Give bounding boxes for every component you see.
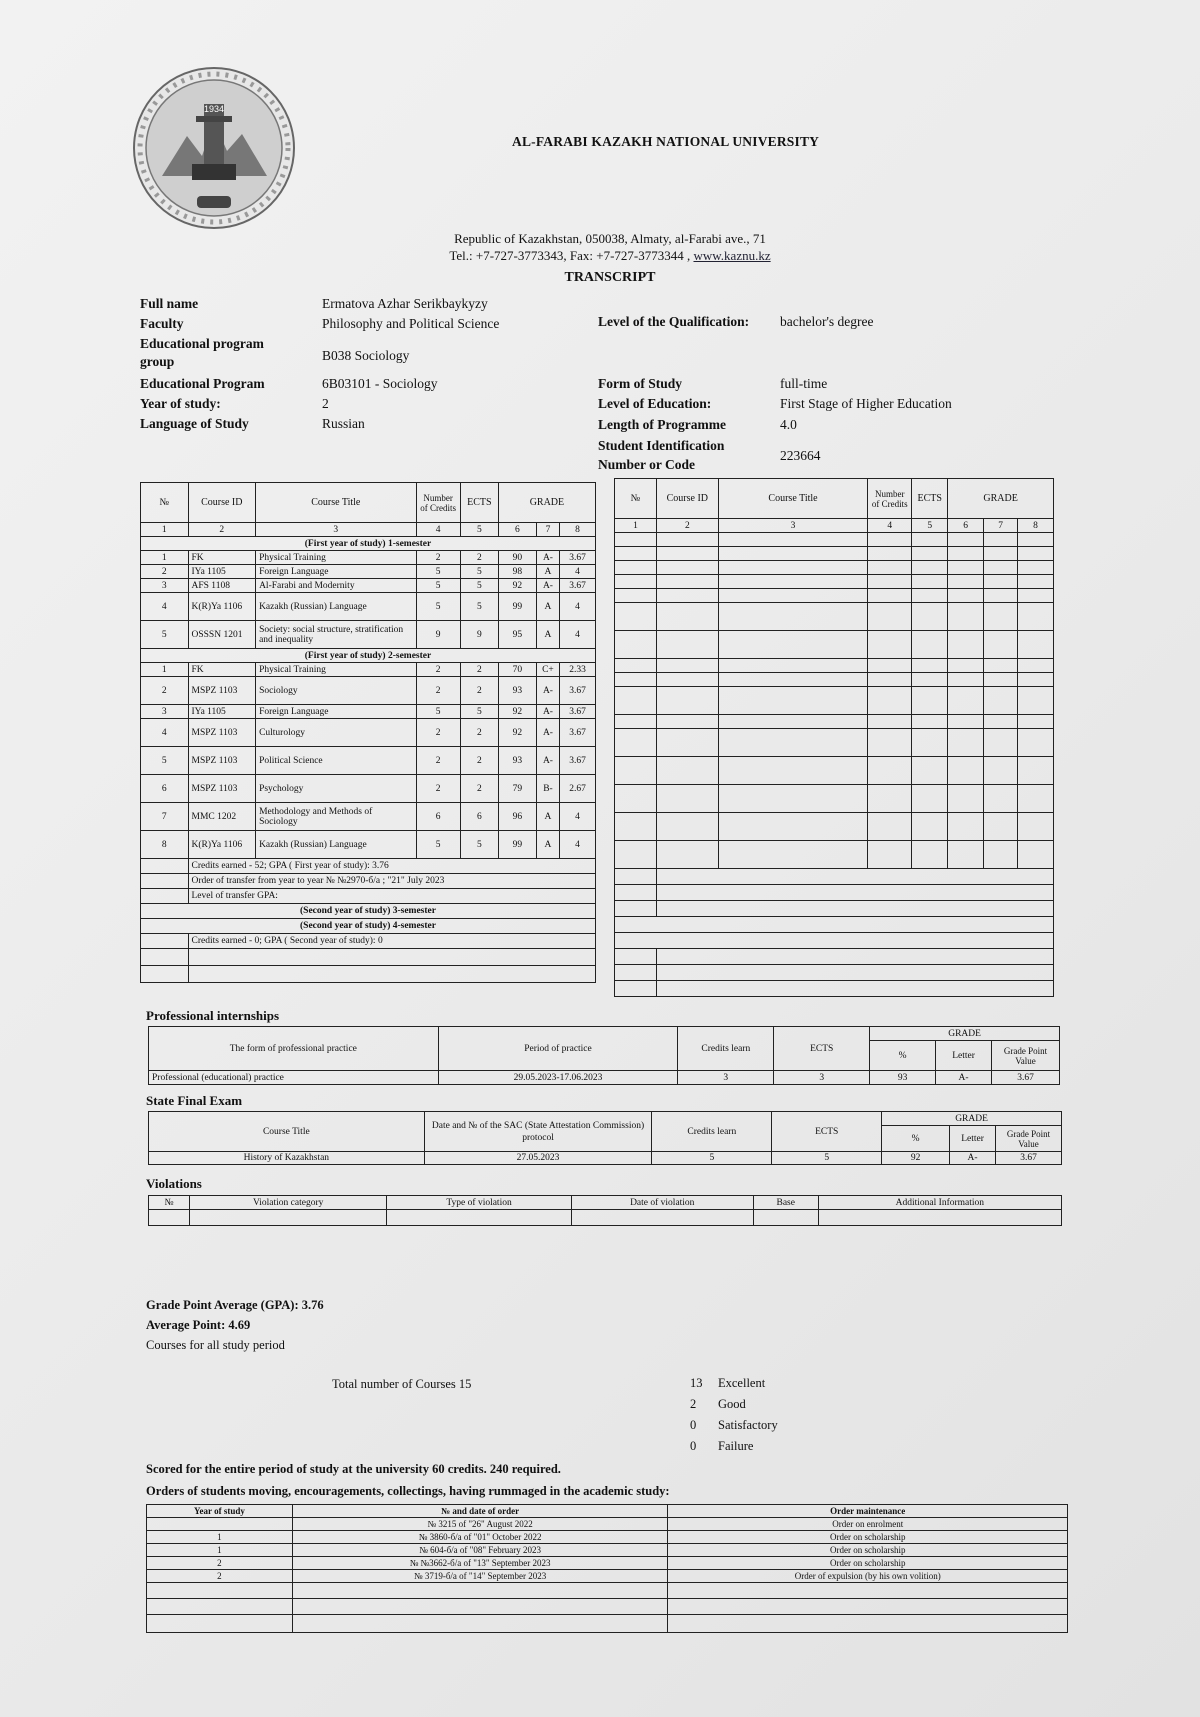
university-address: Republic of Kazakhstan, 050038, Almaty, al-Farabi ave., 71 Tel.: +7-727-3773343, Fax: +7-727-3773344 , www.kaznu.kz [449,231,771,263]
course-id: IYa 1105 [188,705,256,719]
grade-percent: 92 [498,705,536,719]
form-of-study: full-time [780,376,828,391]
orders-table: Year of study № and date of order Order maintenance № 3215 of "26" August 2022 Order on enrolment 1 № 3860-б/а of "01" October 2022 Order on scholarship 1 № 604-б/а of "08" February 2023 Order on scholarship 2 № №3662-б/а of "13" September 2023 Order on scholarship 2 № 3719-б/а of "14" September 2023 Order of expulsion (by his own volition) [146,1504,1068,1633]
course-id: IYa 1105 [188,565,256,579]
svg-text:1934: 1934 [203,104,225,114]
university-name: AL-FARABI KAZAKH NATIONAL UNIVERSITY [512,134,820,149]
courses-all-period: Courses for all study period [146,1338,285,1352]
document-title: TRANSCRIPT [564,270,656,285]
course-id: MSPZ 1103 [188,677,256,705]
course-row [141,831,596,859]
course-ects: 5 [460,831,498,859]
course-title: Foreign Language [256,565,416,579]
course-ects: 5 [460,565,498,579]
grade-letter: A- [536,705,559,719]
course-no: 1 [141,663,189,677]
course-no: 7 [141,803,189,831]
grade-point: 3.67 [560,719,596,747]
course-no: 4 [141,719,189,747]
grade-percent: 98 [498,565,536,579]
empty-course-row [615,813,1054,841]
course-table-left [140,482,596,983]
empty-course-row [615,659,1054,673]
order-type: Order on scholarship [668,1531,1068,1544]
year-of-study: 2 [322,396,329,411]
transfer-gpa: Level of transfer GPA: [188,889,596,904]
course-title: Society: social structure, stratification and inequality [256,621,416,649]
order-year: 2 [147,1557,293,1570]
order-num: № 3719-б/а of "14" September 2023 [292,1570,668,1583]
course-no: 6 [141,775,189,803]
qualification: bachelor's degree [780,314,874,329]
empty-course-row [615,841,1054,869]
course-id: AFS 1108 [188,579,256,593]
course-row [141,705,596,719]
course-row [141,551,596,565]
course-no: 5 [141,747,189,775]
course-no: 3 [141,579,189,593]
course-credits: 5 [416,705,460,719]
grade-point: 2.67 [560,775,596,803]
course-table-right: № Course ID Course Title Number of Credits ECTS GRADE 1 2 3 4 5 6 7 8 [614,478,1054,997]
credits-scored: Scored for the entire period of study at the university 60 credits. 240 required. [146,1462,561,1476]
col-ects-header: ECTS [460,483,498,523]
course-ects: 5 [460,705,498,719]
grade-point: 4 [560,621,596,649]
course-id: K(R)Ya 1106 [188,831,256,859]
course-id: MMC 1202 [188,803,256,831]
grade-percent: 96 [498,803,536,831]
course-title: Physical Training [256,663,416,677]
order-year: 1 [147,1544,293,1557]
order-num: № 3215 of "26" August 2022 [292,1518,668,1531]
grade-percent: 99 [498,831,536,859]
course-no: 5 [141,621,189,649]
course-credits: 5 [416,565,460,579]
order-type: Order on enrolment [668,1518,1068,1531]
col-course-title-header: Course Title [256,483,416,523]
grade-point: 4 [560,831,596,859]
grade-percent: 79 [498,775,536,803]
order-row [147,1531,1068,1544]
gpa-total: Grade Point Average (GPA): 3.76 [146,1298,324,1312]
order-row [147,1557,1068,1570]
grade-percent: 70 [498,663,536,677]
grade-letter: A [536,621,559,649]
grade-point: 4 [560,593,596,621]
col-no-header: № [141,483,189,523]
course-row [141,593,596,621]
course-credits: 2 [416,747,460,775]
order-type: Order on scholarship [668,1544,1068,1557]
grade-letter: A- [536,677,559,705]
semester-heading: (First year of study) 1-semester [141,537,596,551]
course-ects: 9 [460,621,498,649]
course-no: 8 [141,831,189,859]
grade-point: 2.33 [560,663,596,677]
course-id: MSPZ 1103 [188,775,256,803]
grade-percent: 93 [498,677,536,705]
student-id: 223664 [780,448,821,463]
credits-summary-year2: Credits earned - 0; GPA ( Second year of study): 0 [188,934,596,949]
course-row [141,803,596,831]
empty-course-row [615,575,1054,589]
grade-letter: C+ [536,663,559,677]
course-title: Culturology [256,719,416,747]
course-credits: 5 [416,831,460,859]
course-row [141,663,596,677]
grade-percent: 90 [498,551,536,565]
course-title: Kazakh (Russian) Language [256,831,416,859]
course-ects: 2 [460,719,498,747]
course-title: Political Science [256,747,416,775]
order-type: Order of expulsion (by his own volition) [668,1570,1068,1583]
grade-letter: A- [536,747,559,775]
semester-heading: (First year of study) 2-semester [141,649,596,663]
course-row [141,747,596,775]
edu-program: 6B03101 - Sociology [322,376,438,391]
course-ects: 6 [460,803,498,831]
course-credits: 2 [416,551,460,565]
course-credits: 5 [416,579,460,593]
course-ects: 2 [460,663,498,677]
transcript-page: 1934 AL-FARABI KAZAKH NATIONAL UNIVERSITY Republic of Kazakhstan, 050038, Almaty, al-Farabi ave., 71 Tel.: +7-727-3773343, Fax: +7-727-3773344 , www.kaznu.kz TRANSCRIPT Full name Ermatova Azhar Serikbaykyzy Faculty Philosophy and Political Science Educational program group B038 Sociology Educational Program 6B03101 - Sociology Year of study: 2 Language of Study Russian Level of the Qualification: bachelor's degree Form of Study full-time Level of Education: First Stage of Higher Education Length of Programme 4.0 Student Identification Number or Code 223664 № Course ID Course Title Number of Credits ECTS GRADE 1 2 3 4 5 6 7 8 (First year of study) 1-semester 1 FK Physical Training 2 2 90 A- 3.67 2 IYa 1105 Foreign Language 5 5 98 A 4 3 AFS 1108 Al-Farabi and Modernity 5 5 92 A- 3.67 4 K(R)Ya 1106 Kazakh (Russian) Language 5 5 99 A 4 5 OSSSN 1201 Society: social structure, stratification and inequality 9 9 95 A 4 (First year of study) 2-semester 1 FK Physical Training 2 2 70 C+ 2.33 2 MSPZ 1103 Sociology 2 2 93 A- 3.67 3 IYa 1105 Foreign Language 5 5 92 A- 3.67 4 MSPZ 1103 Culturology 2 2 92 A- 3.67 5 MSPZ 1103 Political Science 2 2 93 A- 3.67 6 MSPZ 1103 Psychology 2 2 79 B- 2.67 7 MMC 1202 Methodology and Methods of Sociology 6 6 96 A 4 8 K(R)Ya 1106 Kazakh (Russian) Language 5 5 99 A 4 Credits earned - 52; GPA ( First year of study): 3.76 Order of transfer from year to year № №2970-б/а ; "21" July 2023 Level of transfer GPA: (Second year of study) 3-semester (Second year of study) 4-semester Credits earned - 0; GPA ( Second year of study): 0 № Course ID Course Title Number of Credits ECTS GRADE 1 2 3 4 5 6 7 8 Professional internships The form of professional practice Period of practice Credits learn ECTS GRADE % Letter Grade Point Value Professional (educational) practice 29.05.2023-17.06.2023 3 3 93 A- 3.67 State Final Exam Course Title Date and № of the SAC (State Attestation Commission) protocol Credits learn ECTS GRADE % Letter Grade Point Value History of Kazakhstan 27.05.2023 5 5 92 A- 3.67 Violations № Violation category Type of violation Date of violation Base Additional Information Grade Point Average (GPA): 3.76 Average Point: 4.69 Courses for all study period Total number of Courses 15 13 Excellent 2 Good 0 Satisfactory 0 Failure Scored for the entire period of study at the university 60 credits. 240 required. Orders of students moving, encouragements, collectings, having rummaged in the academic study: Year of study № and date of order Order maintenance № 3215 of "26" August 2022 Order on enrolment 1 № 3860-б/а of "01" October 2022 Order on scholarship 1 № 604-б/а of "08" February 2023 Order on scholarship 2 № №3662-б/а of "13" September 2023 Order on scholarship 2 № 3719-б/а of "14" September 2023 Order of expulsion (by his own volition) [0,0,1200,1717]
grade-letter: A [536,565,559,579]
exam-heading: State Final Exam [146,1093,243,1108]
grade-letter: A [536,593,559,621]
grade-point: 3.67 [560,579,596,593]
course-id: MSPZ 1103 [188,719,256,747]
credits-summary-year1: Credits earned - 52; GPA ( First year of study): 3.76 [188,859,596,874]
course-credits: 2 [416,663,460,677]
course-id: FK [188,551,256,565]
order-year: 2 [147,1570,293,1583]
empty-course-row [615,533,1054,547]
course-row [141,719,596,747]
empty-course-row [615,547,1054,561]
course-row [141,621,596,649]
order-num: № 3860-б/а of "01" October 2022 [292,1531,668,1544]
course-credits: 9 [416,621,460,649]
course-row [141,579,596,593]
grade-distribution: 13 Excellent 2 Good 0 Satisfactory 0 Failure [690,1376,778,1453]
course-credits: 5 [416,593,460,621]
empty-course-row [615,561,1054,575]
course-ects: 2 [460,747,498,775]
order-row [147,1570,1068,1583]
course-title: Foreign Language [256,705,416,719]
order-row [147,1518,1068,1531]
empty-course-row [615,757,1054,785]
empty-course-row [615,673,1054,687]
course-ects: 5 [460,579,498,593]
full-name: Ermatova Azhar Serikbaykyzy [322,296,488,311]
course-id: MSPZ 1103 [188,747,256,775]
university-seal-logo [132,66,297,231]
course-row [141,677,596,705]
exam-table: Course Title Date and № of the SAC (State Attestation Commission) protocol Credits learn ECTS GRADE % Letter Grade Point Value History of Kazakhstan 27.05.2023 5 5 92 A- 3.67 [148,1111,1062,1165]
internships-heading: Professional internships [146,1008,280,1023]
grade-point: 3.67 [560,677,596,705]
edu-group: B038 Sociology [322,348,410,363]
grade-letter: A [536,831,559,859]
grade-letter: A- [536,579,559,593]
course-ects: 2 [460,551,498,565]
course-credits: 6 [416,803,460,831]
empty-course-row [615,715,1054,729]
level-of-education: First Stage of Higher Education [780,396,952,411]
practice-form: Professional (educational) practice [149,1071,439,1085]
course-ects: 2 [460,775,498,803]
grade-percent: 92 [498,719,536,747]
grade-percent: 95 [498,621,536,649]
programme-length: 4.0 [780,417,797,432]
empty-course-row [615,687,1054,715]
order-num: № 604-б/а of "08" February 2023 [292,1544,668,1557]
course-id: K(R)Ya 1106 [188,593,256,621]
course-no: 1 [141,551,189,565]
language-of-study: Russian [322,416,365,431]
course-title: Physical Training [256,551,416,565]
course-title: Psychology [256,775,416,803]
col-credits-header: Number of Credits [416,483,460,523]
empty-course-row [615,785,1054,813]
grade-percent: 92 [498,579,536,593]
course-title: Al-Farabi and Modernity [256,579,416,593]
course-ects: 5 [460,593,498,621]
order-num: № №3662-б/а of "13" September 2023 [292,1557,668,1570]
grade-letter: A [536,803,559,831]
semester-heading: (Second year of study) 3-semester [141,904,596,919]
empty-course-row [615,589,1054,603]
empty-course-row [615,729,1054,757]
column-number-row: 1 2 3 4 5 6 7 8 [141,523,596,537]
internships-table: The form of professional practice Period of practice Credits learn ECTS GRADE % Letter Grade Point Value Professional (educational) practice 29.05.2023-17.06.2023 3 3 93 A- 3.67 [148,1026,1060,1085]
transfer-order: Order of transfer from year to year № №2970-б/а ; "21" July 2023 [188,874,596,889]
grade-letter: A- [536,551,559,565]
grade-percent: 99 [498,593,536,621]
course-credits: 2 [416,719,460,747]
grade-letter: A- [536,719,559,747]
grade-point: 3.67 [560,747,596,775]
average-point: Average Point: 4.69 [146,1318,251,1332]
course-no: 4 [141,593,189,621]
course-id: OSSSN 1201 [188,621,256,649]
course-title: Kazakh (Russian) Language [256,593,416,621]
empty-course-row [615,631,1054,659]
col-grade-header: GRADE [498,483,595,523]
grade-point: 3.67 [560,551,596,565]
col-course-id-header: Course ID [188,483,256,523]
empty-course-row [615,603,1054,631]
grade-point: 3.67 [560,705,596,719]
order-type: Order on scholarship [668,1557,1068,1570]
grade-letter: B- [536,775,559,803]
grade-point: 4 [560,565,596,579]
course-no: 2 [141,677,189,705]
course-credits: 2 [416,677,460,705]
course-row [141,565,596,579]
course-no: 2 [141,565,189,579]
orders-heading: Orders of students moving, encouragements, collectings, having rummaged in the academic study: [146,1484,670,1498]
order-row [147,1544,1068,1557]
course-credits: 2 [416,775,460,803]
university-website-link[interactable]: www.kaznu.kz [693,248,771,263]
course-no: 3 [141,705,189,719]
semester-heading: (Second year of study) 4-semester [141,919,596,934]
violations-heading: Violations [146,1176,202,1191]
order-year [147,1518,293,1531]
grade-point: 4 [560,803,596,831]
course-title: Sociology [256,677,416,705]
practice-period: 29.05.2023-17.06.2023 [438,1071,678,1085]
course-ects: 2 [460,677,498,705]
course-title: Methodology and Methods of Sociology [256,803,416,831]
course-id: FK [188,663,256,677]
grade-percent: 93 [498,747,536,775]
violations-table: № Violation category Type of violation Date of violation Base Additional Information [148,1195,1062,1226]
course-row [141,775,596,803]
faculty: Philosophy and Political Science [322,316,500,331]
total-courses: Total number of Courses 15 [332,1377,472,1391]
exam-course: History of Kazakhstan [149,1152,425,1165]
order-year: 1 [147,1531,293,1544]
